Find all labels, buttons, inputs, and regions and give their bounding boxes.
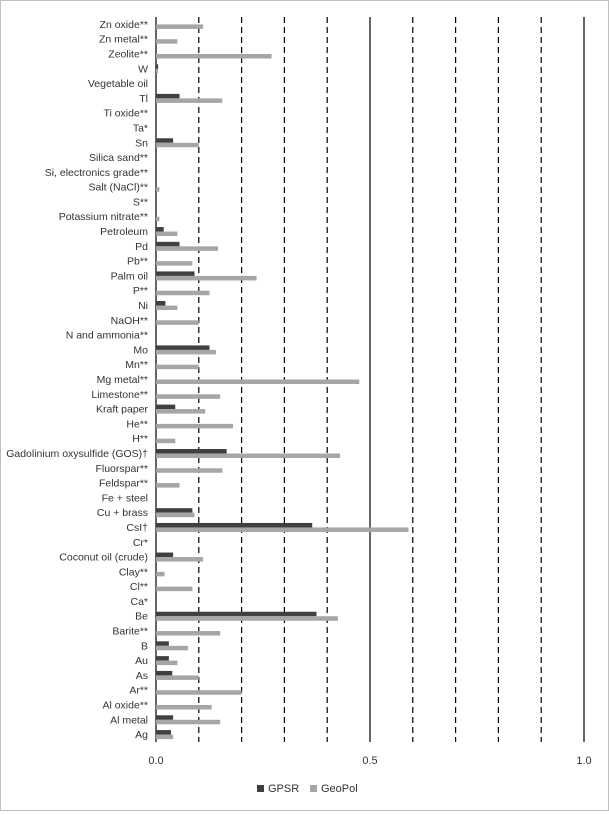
- category-label: B: [140, 640, 148, 653]
- bar-geopol: [156, 616, 338, 621]
- bar-geopol: [156, 483, 180, 488]
- category-label: Zn oxide**: [99, 18, 148, 31]
- category-label: He**: [126, 418, 148, 431]
- bar-geopol: [156, 424, 233, 429]
- bar-geopol: [156, 54, 272, 59]
- category-label: Pd: [135, 240, 148, 253]
- category-label: Ar**: [129, 684, 148, 697]
- bar-geopol: [156, 439, 175, 444]
- bar-geopol: [156, 291, 210, 296]
- bar-geopol: [156, 587, 192, 592]
- bar-geopol: [156, 646, 188, 651]
- category-label: Sn: [135, 137, 148, 150]
- bar-geopol: [156, 306, 177, 311]
- bar-geopol: [156, 365, 199, 370]
- category-label: Clay**: [118, 566, 148, 579]
- bar-geopol: [156, 24, 203, 29]
- bar-geopol: [156, 232, 177, 237]
- bar-gpsr: [156, 271, 195, 276]
- bar-geopol: [156, 675, 199, 680]
- bar-gpsr: [156, 508, 192, 513]
- bar-gpsr: [156, 449, 227, 454]
- category-label: Gadolinium oxysulfide (GOS)†: [6, 447, 148, 460]
- category-label: P**: [132, 285, 148, 298]
- legend-swatch-gpsr: [257, 785, 264, 792]
- category-label: Al metal: [110, 714, 148, 727]
- bars: [156, 24, 409, 739]
- category-label: N and ammonia**: [65, 329, 148, 342]
- category-label: Limestone**: [91, 388, 148, 401]
- category-label: Ta*: [132, 122, 148, 135]
- category-label: H**: [132, 433, 148, 446]
- bar-geopol: [156, 527, 409, 532]
- bar-gpsr: [156, 94, 180, 99]
- category-label: Salt (NaCl)**: [88, 181, 148, 194]
- category-label: Ni: [138, 300, 148, 313]
- category-label: Vegetable oil: [87, 78, 148, 91]
- category-label: Be: [135, 610, 148, 623]
- legend-label-geopol: GeoPol: [321, 783, 358, 795]
- category-label: Fe + steel: [101, 492, 148, 505]
- category-label: Mo: [133, 344, 148, 357]
- category-label: Pb**: [126, 255, 148, 268]
- bar-geopol: [156, 453, 340, 458]
- bar-geopol: [156, 217, 159, 222]
- bar-geopol: [156, 631, 220, 636]
- category-label: Ag: [135, 729, 148, 742]
- bar-geopol: [156, 276, 257, 281]
- category-label: Cu + brass: [96, 507, 148, 520]
- bar-gpsr: [156, 553, 173, 558]
- bar-geopol: [156, 690, 242, 695]
- bar-geopol: [156, 187, 159, 192]
- bar-geopol: [156, 468, 222, 473]
- bar-geopol: [156, 39, 177, 44]
- category-label: Feldspar**: [98, 477, 148, 490]
- category-label: Mn**: [125, 359, 148, 372]
- bar-geopol: [156, 143, 199, 148]
- bar-gpsr: [156, 227, 164, 232]
- bar-geopol: [156, 513, 195, 518]
- x-tick-label: 0.5: [362, 755, 378, 767]
- category-label: Zeolite**: [108, 48, 148, 61]
- legend: [257, 783, 358, 795]
- category-label: Fluorspar**: [95, 462, 148, 475]
- bar-gpsr: [156, 671, 172, 676]
- category-label: NaOH**: [110, 314, 148, 327]
- bar-geopol: [156, 661, 177, 666]
- category-label: As: [135, 669, 148, 682]
- x-tick-label: 0.0: [148, 755, 164, 767]
- category-label: Kraft paper: [96, 403, 148, 416]
- bar-geopol: [156, 380, 359, 385]
- category-label: Ca*: [130, 595, 148, 608]
- bar-gpsr: [156, 715, 173, 720]
- category-label: Cl**: [129, 581, 148, 594]
- bar-geopol: [156, 98, 222, 103]
- bar-geopol: [156, 261, 192, 266]
- category-label: Au: [135, 655, 148, 668]
- x-tick-label: 1.0: [576, 755, 592, 767]
- category-label: Potassium nitrate**: [58, 211, 148, 224]
- category-label: Cr*: [132, 536, 148, 549]
- bar-chart: [1, 1, 608, 810]
- category-label: S**: [132, 196, 148, 209]
- category-label: Coconut oil (crude): [59, 551, 148, 564]
- category-label: Palm oil: [110, 270, 148, 283]
- category-label: Petroleum: [100, 226, 148, 239]
- bar-gpsr: [156, 612, 317, 617]
- bar-gpsr: [156, 641, 169, 646]
- bar-geopol: [156, 572, 165, 577]
- bar-geopol: [156, 69, 158, 74]
- category-label: Si, electronics grade**: [44, 166, 148, 179]
- category-label: Barite**: [112, 625, 148, 638]
- bar-geopol: [156, 246, 218, 251]
- bar-gpsr: [156, 405, 175, 410]
- bar-geopol: [156, 350, 216, 355]
- bar-gpsr: [156, 301, 165, 306]
- category-label: Al oxide**: [102, 699, 148, 712]
- bar-geopol: [156, 320, 199, 325]
- bar-gpsr: [156, 730, 171, 735]
- category-label: W: [138, 63, 148, 76]
- category-label: CsI†: [126, 521, 148, 534]
- bar-geopol: [156, 735, 173, 740]
- bar-gpsr: [156, 138, 173, 143]
- bar-gpsr: [156, 656, 169, 661]
- bar-gpsr: [156, 64, 158, 69]
- x-tick-labels: [148, 755, 591, 767]
- bar-geopol: [156, 394, 220, 399]
- bar-gpsr: [156, 345, 210, 350]
- bar-gpsr: [156, 242, 180, 247]
- category-label: Ti oxide**: [103, 107, 148, 120]
- category-label: Silica sand**: [89, 152, 148, 165]
- category-label: Tl: [139, 92, 148, 105]
- category-label: Zn metal**: [98, 33, 148, 46]
- bar-geopol: [156, 409, 205, 414]
- bar-geopol: [156, 557, 203, 562]
- category-label: Mg metal**: [96, 374, 148, 386]
- legend-label-gpsr: GPSR: [268, 783, 300, 795]
- bar-gpsr: [156, 523, 312, 528]
- bar-geopol: [156, 705, 212, 710]
- bar-geopol: [156, 720, 220, 725]
- legend-swatch-geopol: [310, 785, 317, 792]
- category-labels: [6, 19, 148, 741]
